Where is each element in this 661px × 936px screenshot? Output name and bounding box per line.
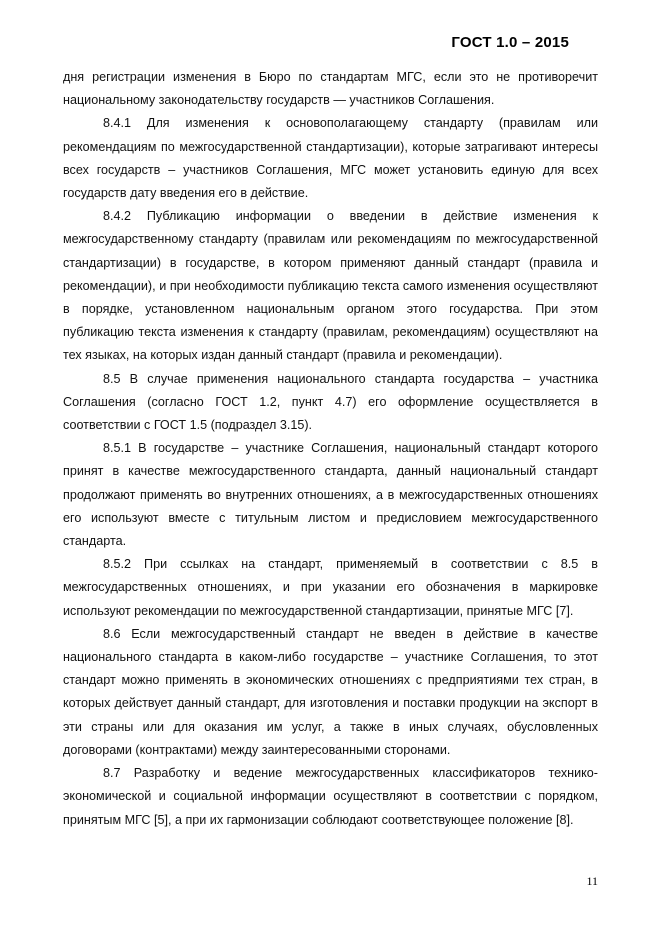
paragraph-8-5: 8.5 В случае применения национального стандарта государства – участника Соглашения (согласно ГОСТ 1.2, пункт 4.7) его оформление осуществляется в соответствии с ГОСТ 1.5 (подраздел 3.15). (63, 371, 598, 433)
paragraph-8-6: 8.6 Если межгосударственный стандарт не введен в действие в качестве национального стандарта в каком-либо государстве – участнике Соглашения, то этот стандарт можно применять в экономических отношениях с предприятиями тех стран, в которых действует данный стандарт, для изготовления и поставки продукции на экспорт в эти страны или для оказания им услуг, а также в иных случаях, обусловленных договорами (контрактами) между заинтересованными сторонами. (63, 626, 598, 757)
document-body (63, 66, 598, 832)
paragraph-8-4-2: 8.4.2 Публикацию информации о введении в действие изменения к межгосударственному стандарту (правилам или рекомендациям по межгосударственной стандартизации) в государстве, в котором применяют данный стандарт (правила и рекомендации), и при необходимости публикацию текста самого изменения осуществляют в порядке, установленном национальным органом этого государства. При этом публикацию текста изменения к стандарту (правилам, рекомендациям) осуществляют на тех языках, на которых издан данный стандарт (правила и рекомендации). (63, 209, 598, 363)
paragraph-8-7: 8.7 Разработку и ведение межгосударственных классификаторов технико-экономической и социальной информации осуществляют в соответствии с порядком, принятым МГС [5], а при их гармонизации соблюдают соответствующее положение [8]. (63, 766, 598, 827)
document-code-header: ГОСТ 1.0 – 2015 (451, 34, 569, 51)
paragraph-8-4-1: 8.4.1 Для изменения к основополагающему стандарту (правилам или рекомендациям по межгосударственной стандартизации), которые затрагивают интересы всех государств – участников Соглашения, МГС может установить единую для всех государств дату введения его в действие. (63, 116, 598, 201)
paragraph-continuation: дня регистрации изменения в Бюро по стандартам МГС, если это не противоречит национальному законодательству государств — участников Соглашения. (63, 70, 598, 108)
paragraph-8-5-2: 8.5.2 При ссылках на стандарт, применяемый в соответствии с 8.5 в межгосударственных отношениях, и при указании его обозначения в маркировке используют рекомендации по межгосударственной стандартизации, принятые МГС [7]. (63, 557, 598, 618)
paragraph-8-5-1: 8.5.1 В государстве – участнике Соглашения, национальный стандарт которого принят в качестве межгосударственного стандарта, данный национальный стандарт продолжают применять во внутренних отношениях, а в межгосударственных отношениях его используют вместе с титульным листом и предисловием межгосударственного стандарта. (63, 441, 598, 549)
page-number: 11 (586, 874, 598, 888)
